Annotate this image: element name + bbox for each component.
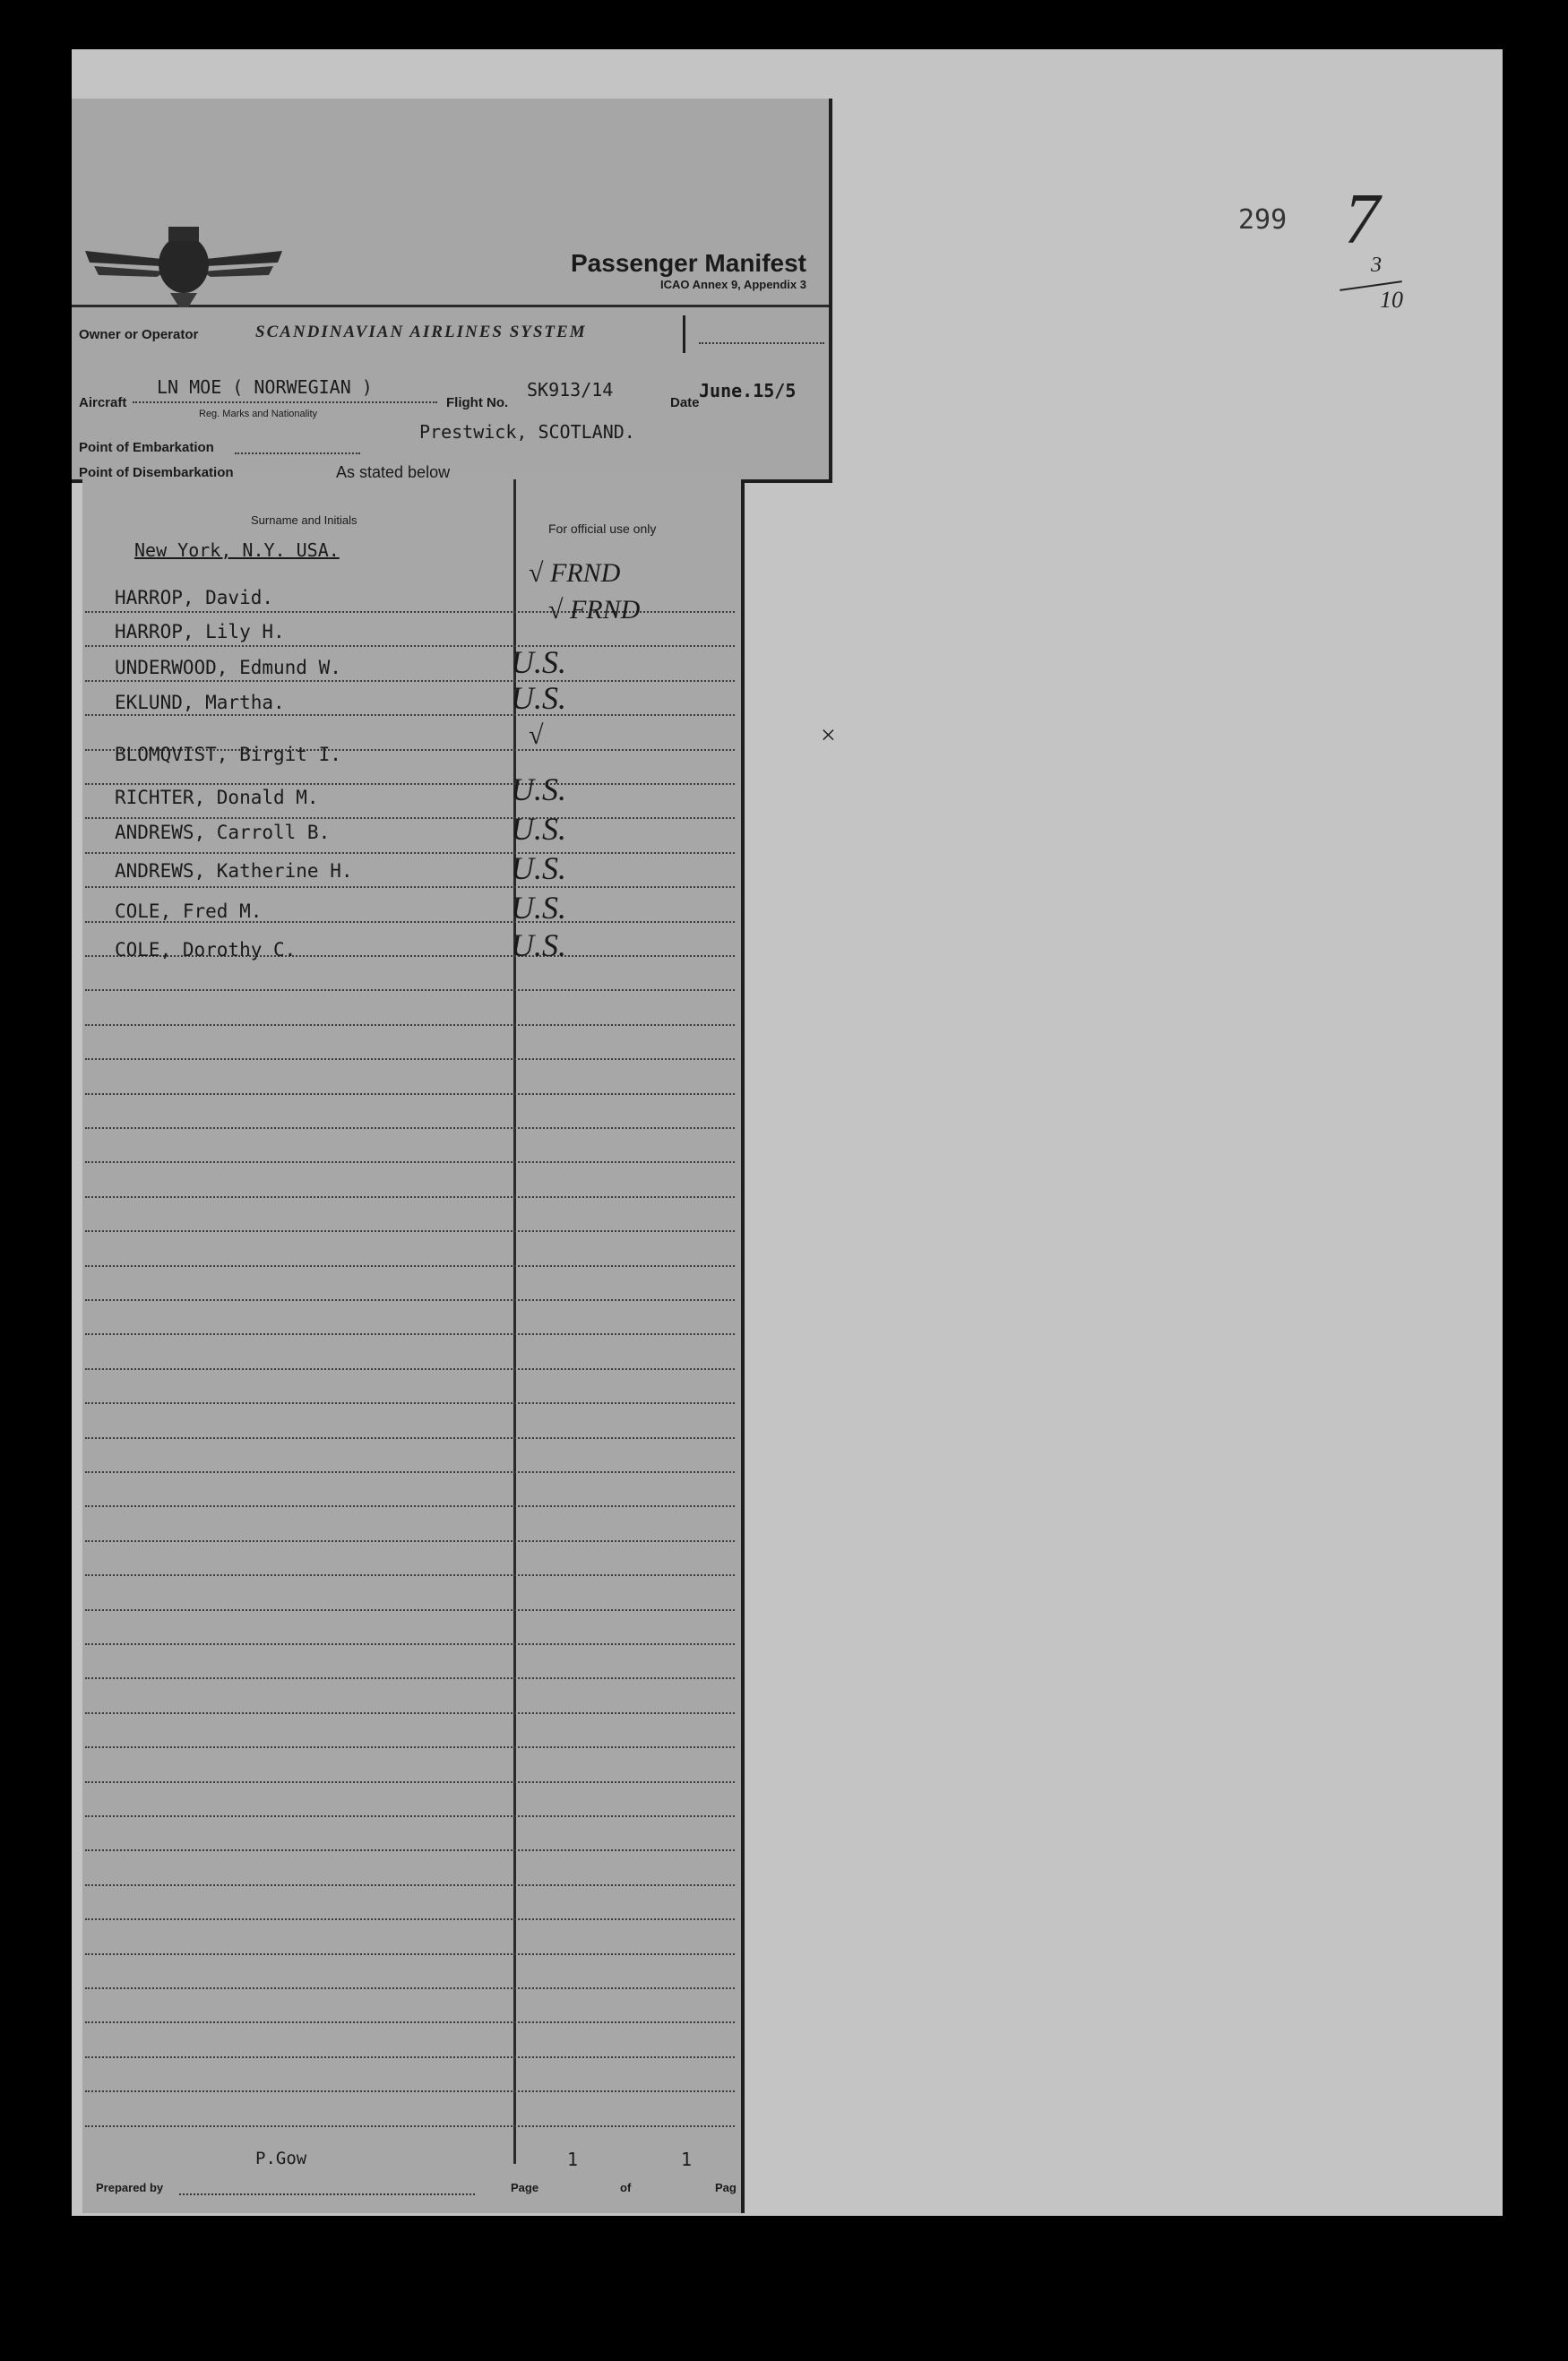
date-value: June.15/5 (699, 380, 797, 401)
ruled-line (85, 2125, 735, 2127)
ruled-line (85, 1265, 735, 1267)
ruled-line (85, 1643, 735, 1645)
aircraft-label: Aircraft (79, 395, 127, 410)
ruled-line (85, 1953, 735, 1955)
disembarkation-label: Point of Disembarkation (79, 465, 234, 480)
official-mark: √ × (529, 720, 972, 750)
official-mark: U.S. (511, 890, 566, 926)
embarkation-dotline (235, 452, 360, 454)
ruled-line (85, 989, 735, 991)
ruled-line (85, 1058, 735, 1060)
passenger-name: ANDREWS, Katherine H. (115, 860, 353, 882)
surname-column-header: Surname and Initials (251, 513, 358, 527)
reg-marks-label: Reg. Marks and Nationality (199, 409, 318, 419)
official-mark: U.S. (511, 644, 566, 680)
embarkation-value: Prestwick, SCOTLAND. (419, 421, 635, 443)
passenger-name: RICHTER, Donald M. (115, 787, 319, 808)
ruled-line (85, 1815, 735, 1817)
ruled-line (85, 1196, 735, 1198)
official-mark: √ FRND (529, 558, 621, 588)
official-mark: U.S. (511, 811, 566, 847)
ruled-line (85, 1368, 735, 1370)
ruled-line (85, 1333, 735, 1335)
ruled-line (85, 1127, 735, 1129)
ruled-line (85, 2056, 735, 2058)
ruled-line (85, 1884, 735, 1886)
ruled-line (85, 852, 735, 854)
ruled-line (85, 1299, 735, 1301)
handwritten-number: 7 (1344, 180, 1380, 259)
ruled-line (85, 645, 735, 647)
ruled-line (85, 680, 735, 682)
passenger-name: BLOMQVIST, Birgit I. (115, 744, 341, 765)
ruled-line (85, 1024, 735, 1026)
owner-tick-mark (683, 315, 685, 353)
page-value: 1 (567, 2149, 579, 2170)
ruled-line (85, 1230, 735, 1232)
ruled-line (85, 714, 735, 716)
passenger-name: EKLUND, Martha. (115, 692, 285, 713)
flight-value: SK913/14 (527, 379, 614, 401)
prepared-by-dotline (179, 2193, 475, 2195)
ruled-line (85, 1677, 735, 1679)
pages-label: Pag (715, 2181, 737, 2194)
official-mark: U.S. (511, 850, 566, 886)
ruled-line (85, 1471, 735, 1473)
passenger-name: UNDERWOOD, Edmund W. (115, 657, 341, 678)
owner-value: SCANDINAVIAN AIRLINES SYSTEM (255, 323, 587, 341)
ruled-line (85, 1540, 735, 1542)
ruled-line (85, 2021, 735, 2023)
owner-label: Owner or Operator (79, 327, 199, 342)
page-label: Page (511, 2181, 539, 2194)
column-divider (513, 479, 516, 2164)
airline-logo (81, 211, 287, 309)
handwritten-fraction-top: 3 (1371, 254, 1382, 277)
ruled-line (85, 1402, 735, 1404)
form-title: Passenger Manifest (571, 249, 806, 277)
ruled-line (85, 1918, 735, 1920)
stamped-page-number: 299 (1238, 204, 1288, 236)
embarkation-label: Point of Embarkation (79, 440, 214, 455)
date-label: Date (670, 395, 700, 410)
ruled-line (85, 1437, 735, 1439)
form-subtitle: ICAO Annex 9, Appendix 3 (659, 278, 806, 291)
official-mark: U.S. (511, 771, 566, 807)
official-mark: √ FRND (548, 595, 641, 625)
ruled-line (85, 1161, 735, 1163)
ruled-line (85, 1093, 735, 1095)
ruled-line (85, 817, 735, 819)
ruled-line (85, 783, 735, 785)
official-mark: U.S. (511, 927, 566, 963)
official-mark: U.S. (511, 680, 566, 716)
passenger-name: ANDREWS, Carroll B. (115, 822, 331, 843)
ruled-line (85, 1609, 735, 1611)
aircraft-dotline (133, 401, 437, 403)
ruled-line (85, 886, 735, 888)
ruled-line (85, 1574, 735, 1576)
official-column-header: For official use only (548, 521, 657, 536)
ruled-line (85, 1746, 735, 1748)
passenger-name: COLE, Fred M. (115, 900, 263, 922)
passenger-name: HARROP, Lily H. (115, 621, 285, 642)
ruled-line (85, 1987, 735, 1989)
of-label: of (620, 2181, 632, 2194)
handwritten-fraction-bottom: 10 (1380, 287, 1403, 313)
destination-heading: New York, N.Y. USA. (134, 539, 340, 561)
disembarkation-value: As stated below (336, 463, 451, 481)
ruled-line (85, 2090, 735, 2092)
ruled-line (85, 1712, 735, 1714)
ruled-line (85, 1849, 735, 1851)
owner-dotline (699, 342, 824, 344)
ruled-line (85, 1505, 735, 1507)
prepared-by-value: P.Gow (255, 2149, 307, 2168)
aircraft-value: LN MOE ( NORWEGIAN ) (157, 376, 373, 398)
prepared-by-label: Prepared by (96, 2181, 164, 2194)
passenger-name: COLE, Dorothy C. (115, 939, 297, 961)
flight-label: Flight No. (446, 395, 509, 410)
ruled-line (85, 1781, 735, 1783)
pages-value: 1 (681, 2149, 693, 2170)
passenger-name: HARROP, David. (115, 587, 274, 608)
